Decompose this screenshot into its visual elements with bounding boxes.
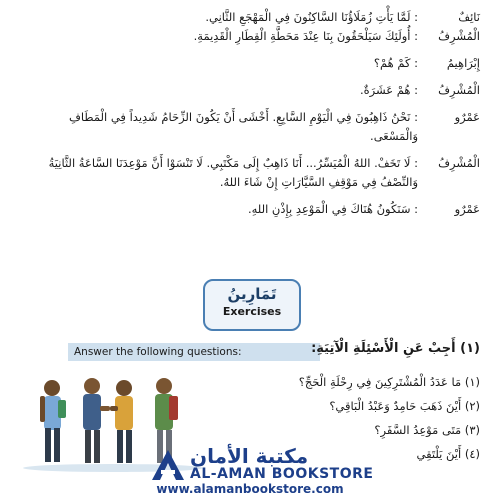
dialogue-line — [28, 27, 480, 46]
speech-text: : نَحْنُ ذَاهِبُونَ فِي الْيَوْمِ السَّابِعِ. أَخْشَى أَنْ يَكُونَ الزِّحَامُ شَدِيداً فِي الْمَطَافِ وَالْمَسْعَى. — [68, 110, 418, 143]
watermark-arabic: مكتبة الأمان — [190, 444, 309, 468]
exercises-title-box — [203, 279, 301, 331]
speaker-name: عَمْرٌو — [454, 202, 480, 216]
watermark-english: AL-AMAN BOOKSTORE — [190, 466, 374, 482]
section-title-english: Exercises — [222, 305, 282, 318]
speech-text: : لَمَّا يَأْتِ زُمَلَاؤُنَا السَّاكِنُونَ فِي الْمَهْجَعِ الثَّانِي. — [205, 10, 418, 24]
bookstore-watermark — [150, 444, 420, 482]
section-title-arabic: تَمَارِينُ — [227, 285, 277, 303]
dialogue-line — [28, 200, 480, 219]
bookstore-logo-icon — [150, 448, 186, 482]
speaker-name: الْمُشْرِفُ — [438, 83, 480, 97]
question-item: (٤) أَيْنَ يَلْتَقِي — [416, 447, 480, 461]
question-item: (١) مَا عَدَدُ الْمُشْتَرِكِينَ فِي رِحْلَةِ الْحَجِّ؟ — [298, 375, 480, 389]
dialogue — [28, 8, 480, 219]
boy-figure-1 — [40, 380, 66, 462]
speaker-name: نَائِفٌ — [458, 10, 480, 24]
speech-text: : لَا تَخَفْ. اللهُ الْمُيَسِّرُ... أَنَا ذَاهِبٌ إِلَى مَكْتَبِي. لَا تَنْسَوْا أَنَّ مَوْعِدَنَا السَّاعَةُ الثَّانِيَةُ وَالنِّصْفُ فِي مَوْقِفِ السَّيَّارَاتِ إِنْ شَاءَ اللهُ. — [48, 156, 418, 189]
dialogue-line — [28, 54, 480, 73]
speaker-name: الْمُشْرِفُ — [438, 29, 480, 43]
speech-text: : هُمْ عَشَرَةٌ. — [359, 83, 418, 97]
speaker-name: الْمُشْرِفُ — [438, 156, 480, 170]
speech-text: : سَنَكُونُ هُنَاكَ فِي الْمَوْعِدِ بِإِذْنِ اللهِ. — [247, 202, 418, 216]
question-item: (٢) أَيْنَ ذَهَبَ حَامِدٌ وَعَبْدُ الْبَاقِي؟ — [329, 399, 480, 413]
question-item: (٣) مَتَى مَوْعِدُ السَّفَرِ؟ — [374, 423, 480, 437]
dialogue-line — [28, 8, 480, 27]
boy-figure-2 — [83, 378, 110, 463]
instruction-english: Answer the following questions: — [68, 343, 320, 361]
speaker-name: عَمْرٌو — [454, 110, 480, 124]
website-link[interactable]: www.alamanbookstore.com — [156, 482, 344, 496]
speech-text: : أُولَئِكَ سَيَلْحَقُونَ بِنَا عِنْدَ مَحَطَّةِ الْقِطَارِ الْقَدِيمَةِ. — [193, 29, 418, 43]
dialogue-line — [28, 154, 480, 192]
boy-figure-3 — [110, 380, 133, 463]
speech-text: : كَمْ هُمْ؟ — [373, 56, 418, 70]
dialogue-line — [28, 108, 480, 146]
speaker-name: إِبْرَاهِيمُ — [446, 56, 480, 70]
instruction-arabic: (١) أَجِبْ عَنِ الْأَسْئِلَةِ الْآتِيَةِ: — [311, 341, 480, 356]
dialogue-line — [28, 81, 480, 100]
